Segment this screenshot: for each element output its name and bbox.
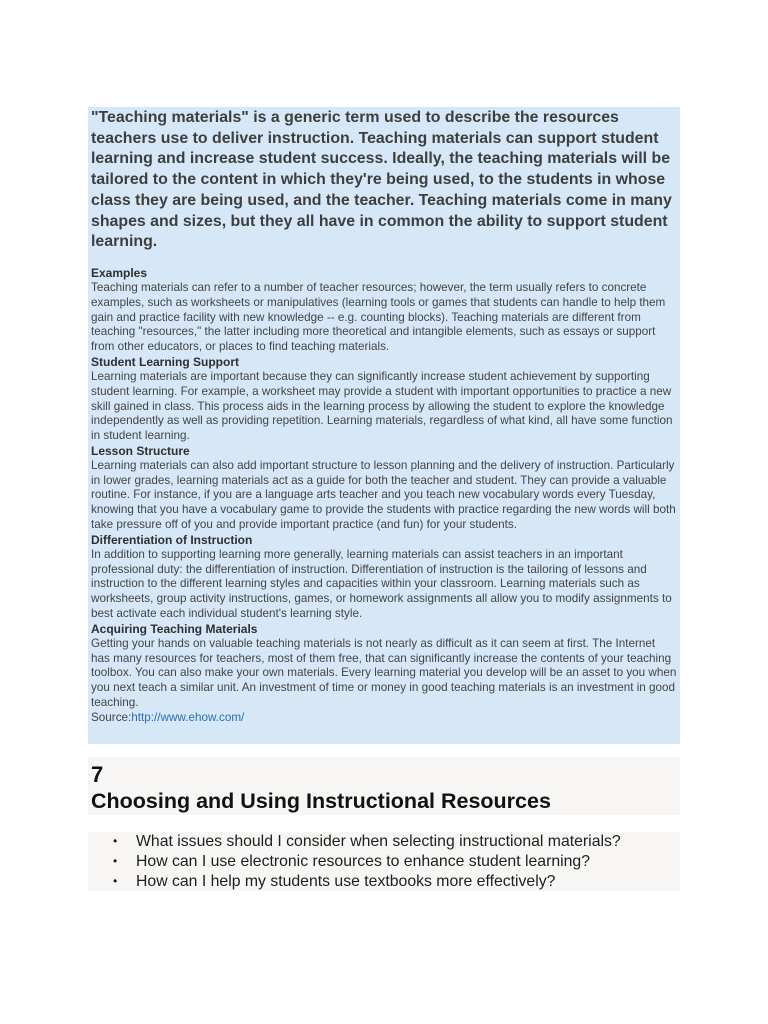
source-label: Source: (91, 710, 132, 724)
bullet-icon: • (113, 853, 118, 868)
chapter-title: Choosing and Using Instructional Resources (91, 789, 551, 813)
section-body-lesson-structure: Learning materials can also add important structure to lesson planning and the delivery of instruction. Particularly in lower grades, learning materials act as a guide for both the teacher and student. They can provide a valuable routine. For instance, if you are a language arts teacher and you teach new vocabulary words every Tuesday, knowing that you have a vocabulary game to provide the students with practice regarding the new words will both take pressure off of you and provide important practice (and fun) for your students. (91, 458, 676, 532)
chapter-number: 7 (91, 762, 104, 787)
chapter-heading (88, 757, 680, 815)
bullet-icon: • (113, 873, 118, 888)
sections (91, 266, 677, 726)
article-block (88, 107, 680, 744)
question-text: How can I help my students use textbooks more effectively? (136, 872, 556, 890)
question-text: How can I use electronic resources to enhance student learning? (136, 852, 590, 870)
question-list (88, 832, 680, 891)
section-body-examples: Teaching materials can refer to a number of teacher resources; however, the term usually refers to concrete examples, such as worksheets or manipulatives (learning tools or games that students can handle to help them gain and practice facility with new knowledge -- e.g. counting blocks). Teaching materials are different from teaching "resources," the latter including more theoretical and intangible elements, such as essays or support from other educators, or places to find teaching materials. (91, 280, 666, 354)
section-body-acquiring: Getting your hands on valuable teaching materials is not nearly as difficult as it can seem at first. The Internet has many resources for teachers, most of them free, that can significantly increase the contents of your teaching toolbox. You can also make your own materials. Every learning material you develop will be an asset to you when you next teach a similar unit. An investment of time or money in good teaching materials is an investment in good teaching. (91, 636, 677, 710)
bullet-icon: • (113, 834, 118, 848)
section-title-differentiation: Differentiation of Instruction (91, 532, 253, 547)
section-title-examples: Examples (91, 265, 148, 280)
section-title-lesson-structure: Lesson Structure (91, 443, 190, 458)
list-item (88, 832, 680, 852)
intro-paragraph: "Teaching materials" is a generic term used to describe the resources teachers use to deliver instruction. Teaching materials can support student learning and increase student success. Ideally, the teaching materials will be tailored to the content in which they're being used, to the students in whose class they are being used, and the teacher. Teaching materials come in many shapes and sizes, but they all have in common the ability to support student learning. (91, 109, 672, 251)
list-item (88, 852, 680, 872)
source-link[interactable]: http://www.ehow.com/ (131, 710, 245, 724)
section-title-acquiring: Acquiring Teaching Materials (91, 621, 258, 636)
question-text: What issues should I consider when selecting instructional materials? (136, 833, 621, 850)
source-line (91, 711, 677, 726)
list-item (88, 872, 680, 892)
section-title-student-learning-support: Student Learning Support (91, 354, 239, 369)
section-body-differentiation: In addition to supporting learning more generally, learning materials can assist teachers in an important professional duty: the differentiation of instruction. Differentiation of instruction is the tailoring of lessons and instruction to the different learning styles and capacities within your classroom. Learning materials such as worksheets, group activity instructions, games, or homework assignments all allow you to modify assignments to best activate each individual student's learning style. (91, 547, 672, 621)
section-body-student-learning-support: Learning materials are important because they can significantly increase student achievement by supporting student learning. For example, a worksheet may provide a student with important opportunities to practice a new skill gained in class. This process aids in the learning process by allowing the student to explore the knowledge independently as well as providing repetition. Learning materials, regardless of what kind, all have some function in student learning. (91, 369, 673, 443)
